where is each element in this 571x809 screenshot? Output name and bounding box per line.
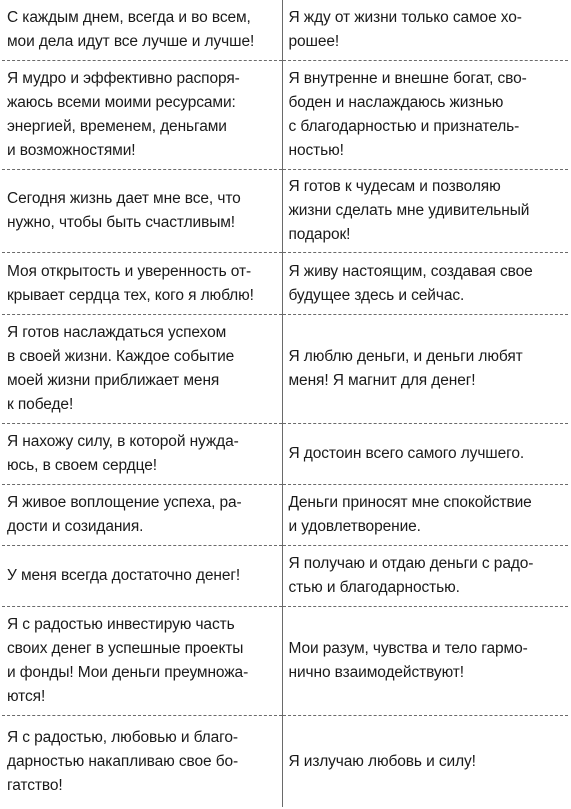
affirmation-text: Моя открытость и уверенность от- крывает сердца тех, кого я люблю! — [7, 262, 254, 304]
affirmation-text: Я излучаю любовь и силу! — [288, 752, 476, 770]
affirmation-cell-right — [282, 170, 568, 253]
affirmation-cell-right — [282, 61, 568, 170]
table-row — [2, 546, 568, 607]
table-row — [2, 716, 568, 808]
table-row — [2, 607, 568, 716]
affirmation-cell-left — [2, 546, 282, 607]
affirmation-text: Я с радостью инвестирую часть своих денег в успешные проекты и фонды! Мои деньги преумножа- ются! — [7, 616, 249, 705]
affirmation-text: С каждым днем, всегда и во всем, мои дела идут все лучше и лучше! — [7, 9, 255, 50]
affirmation-cell-right — [282, 315, 568, 424]
affirmation-text: У меня всегда достаточно денег! — [7, 567, 241, 584]
affirmation-text: Я достоин всего самого лучшего. — [288, 445, 525, 462]
affirmation-cell-left — [2, 61, 282, 170]
affirmation-text: Я с радостью, любовью и благо- дарностью накапливаю свое бо- гатство! — [7, 728, 239, 794]
affirmation-cell-right — [282, 546, 568, 607]
affirmation-text: Я нахожу силу, в которой нужда- юсь, в своем сердце! — [7, 433, 239, 474]
table-row — [2, 315, 568, 424]
affirmation-text: Я жду от жизни только самое хо- рошее! — [288, 9, 522, 50]
affirmation-text: Я готов к чудесам и позволяю жизни сделать мне удивительный подарок! — [288, 178, 530, 243]
affirmation-cell-right — [282, 424, 568, 485]
affirmation-text: Сегодня жизнь дает мне все, что нужно, чтобы быть счастливым! — [7, 190, 241, 231]
affirmation-cell-right — [282, 485, 568, 546]
table-row — [2, 424, 568, 485]
affirmation-cell-right — [282, 607, 568, 716]
table-row — [2, 170, 568, 253]
affirmation-cell-right — [282, 253, 568, 315]
affirmation-text: Я готов наслаждаться успехом в своей жизни. Каждое событие моей жизни приближает меня к победе! — [7, 324, 235, 413]
table-row — [2, 253, 568, 315]
affirmations-table — [2, 0, 568, 807]
affirmation-cell-right — [282, 0, 568, 61]
affirmation-text: Я люблю деньги, и деньги любят меня! Я магнит для денег! — [288, 348, 523, 389]
affirmation-text: Деньги приносят мне спокойствие и удовлетворение. — [288, 494, 532, 535]
affirmation-cell-left — [2, 485, 282, 546]
affirmation-text: Я живое воплощение успеха, ра- дости и созидания. — [7, 494, 242, 535]
table-row — [2, 485, 568, 546]
affirmation-cell-left — [2, 315, 282, 424]
affirmation-cell-left — [2, 170, 282, 253]
table-row — [2, 61, 568, 170]
table-row — [2, 0, 568, 61]
affirmation-text: Я живу настоящим, создавая свое будущее здесь и сейчас. — [288, 262, 533, 304]
affirmation-cell-left — [2, 253, 282, 315]
affirmation-cell-left — [2, 0, 282, 61]
affirmation-text: Я внутренне и внешне богат, сво- боден и наслаждаюсь жизнью с благодарностью и признатель- ностью! — [288, 70, 527, 159]
affirmation-text: Я мудро и эффективно распоря- жаюсь всеми моими ресурсами: энергией, временем, деньгами и возможностями! — [7, 70, 240, 159]
affirmation-text: Мои разум, чувства и тело гармо- нично взаимодействуют! — [288, 640, 528, 681]
affirmation-cell-left — [2, 424, 282, 485]
affirmation-cell-right — [282, 716, 568, 808]
affirmation-text: Я получаю и отдаю деньги с радо- стью и благодарностью. — [288, 555, 534, 596]
affirmation-cell-left — [2, 716, 282, 808]
affirmation-cell-left — [2, 607, 282, 716]
